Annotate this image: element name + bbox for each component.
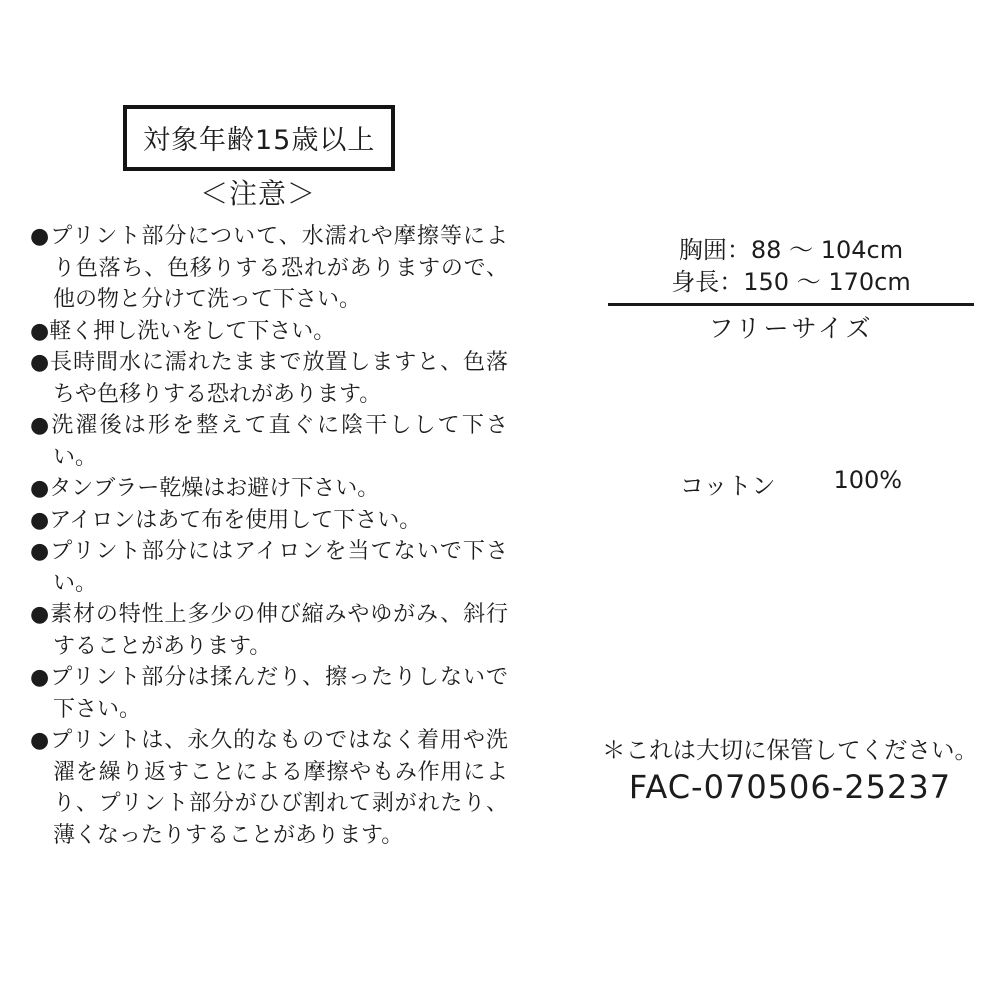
care-instruction-item <box>30 662 508 725</box>
care-instruction-item <box>30 316 508 348</box>
care-instruction-text: プリントは、永久的なものではなく着用や洗濯を繰り返すことによる摩擦やもみ作用により、プリント部分がひび割れて剥がれたり、薄くなったりすることがあります。 <box>50 728 508 848</box>
size-divider-line <box>608 303 974 306</box>
material-percent: 100% <box>833 466 903 494</box>
age-restriction-label: 対象年齢15歳以上 <box>143 125 376 156</box>
age-restriction-box <box>123 105 395 171</box>
keep-safe-note: ＊これは大切に保管してください。 <box>602 736 978 764</box>
care-instruction-text: 素材の特性上多少の伸び縮みやゆがみ、斜行することがあります。 <box>50 602 508 659</box>
care-instruction-item <box>30 536 508 599</box>
care-instruction-text: 洗濯後は形を整えて直ぐに陰干しして下さい。 <box>51 413 508 470</box>
care-instruction-text: プリント部分について、水濡れや摩擦等により色落ち、色移りする恐れがありますので、他の物と分けて洗って下さい。 <box>50 224 508 312</box>
care-instruction-item <box>30 725 508 851</box>
care-instruction-item <box>30 347 508 410</box>
size-label: フリーサイズ <box>708 314 874 343</box>
bullet-icon: ● <box>30 665 51 690</box>
care-instruction-text: タンブラー乾燥はお避け下さい。 <box>49 476 380 501</box>
care-instruction-text: 長時間水に濡れたままで放置しますと、色落ちや色移りする恐れがあります。 <box>50 350 508 407</box>
bullet-icon: ● <box>30 318 50 344</box>
care-instruction-text: 軽く押し洗いをして下さい。 <box>49 318 336 344</box>
care-instruction-item <box>30 410 508 473</box>
care-instruction-item <box>30 599 508 662</box>
bullet-icon: ● <box>30 350 51 375</box>
bullet-icon: ● <box>30 476 50 501</box>
care-instructions-list <box>30 221 508 851</box>
bullet-icon: ● <box>30 224 51 249</box>
height-measurement: 身長：150 ～ 170cm <box>671 268 911 296</box>
bullet-icon: ● <box>30 539 51 564</box>
care-instruction-text: プリント部分にはアイロンを当てないで下さい。 <box>50 539 508 596</box>
material-composition <box>608 466 974 501</box>
chest-measurement: 胸囲：88 ～ 104cm <box>678 236 904 264</box>
caution-heading: ＜注意＞ <box>199 177 316 210</box>
care-instruction-text: アイロンはあて布を使用して下さい。 <box>49 507 422 533</box>
care-instruction-item <box>30 505 508 537</box>
bullet-icon: ● <box>30 728 51 753</box>
bullet-icon: ● <box>30 507 50 533</box>
care-instruction-item <box>30 473 508 505</box>
footer-block <box>588 731 992 806</box>
product-code: FAC-070506-25237 <box>628 768 952 806</box>
care-instruction-text: プリント部分は揉んだり、擦ったりしないで下さい。 <box>50 665 508 722</box>
bullet-icon: ● <box>30 413 52 438</box>
material-name: コットン <box>679 472 776 500</box>
care-instruction-item <box>30 221 508 316</box>
bullet-icon: ● <box>30 602 51 627</box>
size-info-block <box>608 234 974 345</box>
